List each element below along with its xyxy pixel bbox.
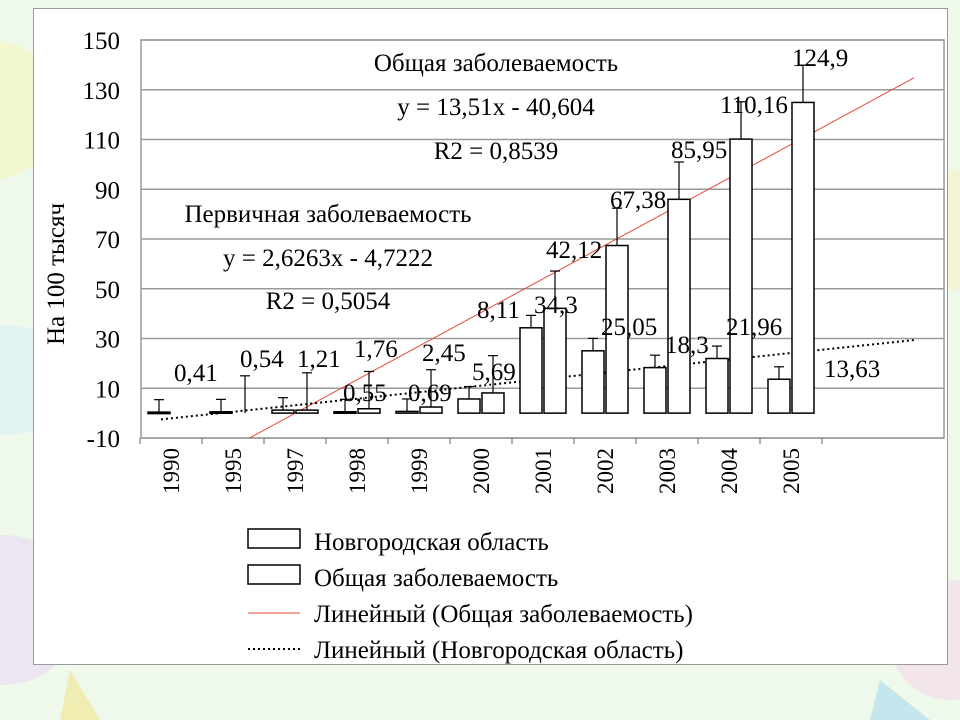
data-label-novgorod: 0,54 — [240, 346, 284, 373]
annotation-total-equation: y = 13,51x - 40,604 — [397, 94, 595, 121]
annotation-total-title: Общая заболеваемость — [373, 50, 619, 77]
bar-total — [420, 407, 442, 413]
x-tick-label: 2003 — [655, 448, 680, 494]
y-axis-title: На 100 тысяч — [43, 202, 70, 346]
legend-swatch-novgorod — [248, 529, 300, 548]
annotation-total — [374, 50, 618, 165]
data-label-novgorod: 0,55 — [343, 380, 387, 407]
decor-triangle — [60, 670, 100, 720]
data-label-novgorod: 5,69 — [472, 359, 516, 386]
data-label-novgorod: 21,96 — [726, 314, 783, 341]
y-tick-label: 30 — [95, 326, 120, 354]
legend-label-trend-primary: Линейный (Новгородская область) — [314, 637, 684, 664]
bar-novgorod — [148, 412, 170, 414]
bar-total — [482, 393, 504, 413]
legend-label-total: Общая заболеваемость — [314, 565, 559, 592]
data-label-novgorod: 1,21 — [297, 346, 341, 373]
bar-total — [296, 410, 318, 413]
data-label-novgorod: 25,05 — [601, 314, 658, 341]
legend-swatch-total — [248, 565, 300, 584]
data-label-total: 8,11 — [477, 297, 520, 324]
y-tick-label: 130 — [82, 77, 120, 105]
x-tick-label: 2004 — [717, 448, 742, 494]
x-tick-label: 1997 — [283, 448, 308, 494]
bar-total — [792, 102, 814, 413]
bar-novgorod — [458, 399, 480, 413]
legend — [248, 529, 693, 664]
bar-novgorod — [396, 411, 418, 413]
annotation-primary — [184, 201, 471, 315]
y-tick-label: -10 — [86, 426, 120, 453]
y-tick-label: 110 — [83, 127, 120, 155]
data-label-novgorod: 0,41 — [174, 360, 218, 387]
bar-novgorod — [272, 410, 294, 413]
bar-novgorod — [210, 412, 232, 414]
bar-total — [358, 409, 380, 413]
x-tick-label: 1999 — [407, 448, 432, 494]
annotation-total-r2: R2 = 0,8539 — [433, 138, 559, 165]
data-label-total: 124,9 — [792, 45, 849, 72]
data-label-novgorod: 0,69 — [408, 380, 452, 407]
x-tick-label: 2000 — [469, 448, 494, 494]
data-label-novgorod: 13,63 — [824, 356, 881, 383]
y-tick-label: 70 — [95, 227, 120, 254]
data-label-total: 67,38 — [610, 187, 667, 214]
data-label-total: 42,12 — [546, 237, 603, 264]
bar-novgorod — [706, 358, 728, 413]
x-tick-label: 1995 — [221, 448, 246, 494]
data-label-total: 85,95 — [671, 137, 728, 164]
x-tick-label: 1990 — [159, 448, 184, 494]
data-label-total: 1,76 — [354, 336, 398, 363]
data-label-total: 2,45 — [422, 340, 466, 367]
legend-label-trend-total: Линейный (Общая заболеваемость) — [314, 601, 693, 628]
data-label-novgorod: 18,3 — [665, 332, 709, 359]
annotation-primary-r2: R2 = 0,5054 — [265, 288, 391, 315]
data-label-total: 110,16 — [720, 92, 788, 119]
y-tick-label: 50 — [95, 276, 120, 304]
bar-total — [544, 308, 566, 413]
data-label-novgorod: 34,3 — [534, 292, 578, 319]
annotation-primary-title: Первичная заболеваемость — [184, 201, 472, 228]
y-tick-label: 90 — [95, 177, 120, 205]
y-tick-label: 150 — [82, 28, 120, 55]
x-axis-ticks — [159, 448, 804, 495]
x-tick-label: 1998 — [345, 448, 370, 494]
chart-panel — [33, 8, 948, 665]
y-axis-ticks — [83, 28, 121, 453]
bar-novgorod — [582, 351, 604, 413]
bar-total — [730, 139, 752, 413]
chart-svg — [34, 9, 949, 666]
bar-novgorod — [334, 412, 356, 414]
bar-novgorod — [644, 368, 666, 414]
bar-total — [668, 199, 690, 413]
x-tick-label: 2001 — [531, 448, 556, 494]
x-tick-label: 2002 — [593, 448, 618, 494]
x-tick-label: 2005 — [779, 448, 804, 494]
bar-novgorod — [520, 328, 542, 413]
legend-label-novgorod: Новгородская область — [314, 529, 549, 556]
y-tick-label: 10 — [95, 376, 120, 404]
bar-novgorod — [768, 379, 790, 413]
annotation-primary-equation: y = 2,6263x - 4,7222 — [223, 245, 433, 272]
